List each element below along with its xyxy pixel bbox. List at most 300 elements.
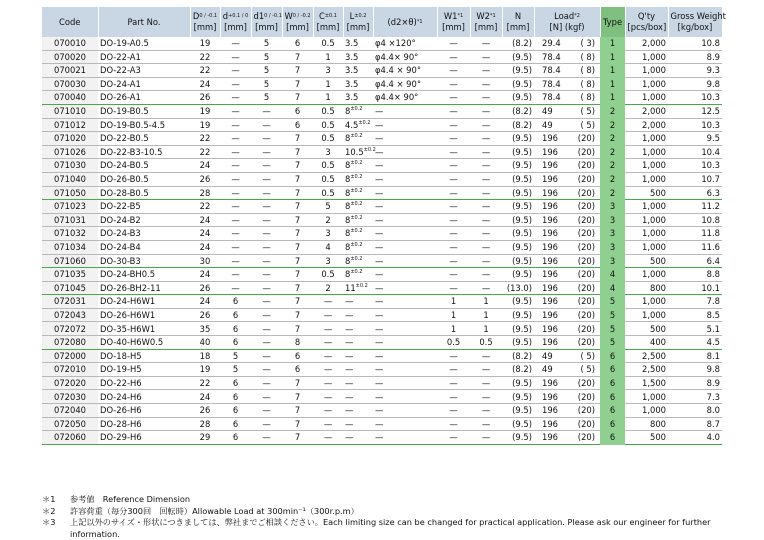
cell-d: 28	[190, 186, 220, 200]
table-row	[42, 227, 722, 241]
cell-part-no: DO-24-B2	[98, 213, 190, 227]
cell-d: 22	[190, 50, 220, 64]
cell-w2: —	[470, 77, 502, 91]
cell-c: —	[313, 336, 343, 350]
cell-d1: —	[251, 186, 282, 200]
footnote-item	[42, 517, 742, 540]
cell-qty: 2,000	[625, 104, 668, 118]
cell-c: 3	[313, 64, 343, 78]
cell-n: (9.5)	[502, 227, 534, 241]
cell-w1: —	[437, 37, 470, 50]
cell-l: —	[343, 349, 373, 363]
table-row	[42, 417, 722, 431]
cell-d: 28	[190, 417, 220, 431]
cell-d1: —	[251, 349, 282, 363]
cell-w2: —	[470, 104, 502, 118]
cell-c: —	[313, 295, 343, 309]
cell-code: 071040	[42, 172, 98, 186]
cell-d1: —	[251, 200, 282, 214]
cell-w2: —	[470, 118, 502, 132]
cell-w: 8	[282, 336, 313, 350]
cell-code: 072080	[42, 336, 98, 350]
cell-n: (9.5)	[502, 240, 534, 254]
cell-d: 24	[190, 295, 220, 309]
cell-angle: —	[373, 118, 437, 132]
cell-d: 24	[190, 390, 220, 404]
cell-load: 78.4 ( 8)	[534, 64, 600, 78]
cell-load: 196 (20)	[534, 376, 600, 390]
cell-weight: 9.3	[668, 64, 722, 78]
table-row	[42, 254, 722, 268]
cell-weight: 12.5	[668, 104, 722, 118]
header-code: Code	[42, 7, 98, 37]
cell-d-small: 6	[220, 417, 251, 431]
cell-d1: —	[251, 322, 282, 336]
cell-type: 2	[600, 145, 625, 159]
cell-weight: 6.4	[668, 254, 722, 268]
cell-w1: 1	[437, 295, 470, 309]
footnote-text: 許容荷重（毎分300回 回転時）Allowable Load at 300min⁻¹（300r.p.m）	[70, 505, 359, 516]
table-row	[42, 336, 722, 350]
cell-d: 22	[190, 132, 220, 146]
header-w2: W2$^{*1}$ [mm]	[470, 7, 502, 37]
cell-d: 30	[190, 254, 220, 268]
cell-qty: 1,000	[625, 77, 668, 91]
cell-d-small: —	[220, 64, 251, 78]
cell-w2: —	[470, 363, 502, 377]
cell-type: 3	[600, 240, 625, 254]
cell-n: (9.5)	[502, 172, 534, 186]
cell-w1: —	[437, 281, 470, 295]
cell-code: 071060	[42, 254, 98, 268]
cell-weight: 9.5	[668, 132, 722, 146]
table-row	[42, 404, 722, 418]
cell-qty: 1,000	[625, 404, 668, 418]
cell-d-small: —	[220, 200, 251, 214]
cell-code: 070030	[42, 77, 98, 91]
cell-type: 5	[600, 308, 625, 322]
cell-load: 78.4 ( 8)	[534, 91, 600, 105]
cell-type: 5	[600, 295, 625, 309]
cell-type: 6	[600, 363, 625, 377]
cell-w1: —	[437, 200, 470, 214]
cell-angle: φ4.4× 90°	[373, 91, 437, 105]
cell-w: 7	[282, 172, 313, 186]
cell-w1: —	[437, 213, 470, 227]
cell-part-no: DO-26-H6	[98, 404, 190, 418]
cell-qty: 1,000	[625, 227, 668, 241]
cell-c: 0.5	[313, 159, 343, 173]
cell-w2: —	[470, 349, 502, 363]
cell-d-small: —	[220, 91, 251, 105]
cell-c: —	[313, 404, 343, 418]
cell-d: 35	[190, 322, 220, 336]
cell-w2: —	[470, 91, 502, 105]
cell-n: (9.5)	[502, 77, 534, 91]
cell-w1: —	[437, 159, 470, 173]
table-row	[42, 322, 722, 336]
cell-d-small: —	[220, 104, 251, 118]
cell-angle: —	[373, 322, 437, 336]
cell-d-small: —	[220, 240, 251, 254]
cell-l: $8^{\pm 0.2}$	[343, 213, 373, 227]
cell-w: 6	[282, 363, 313, 377]
cell-w1: 1	[437, 322, 470, 336]
table-row	[42, 349, 722, 363]
cell-n: (9.5)	[502, 268, 534, 282]
cell-part-no: DO-35-H6W1	[98, 322, 190, 336]
table-row	[42, 50, 722, 64]
cell-angle: —	[373, 240, 437, 254]
cell-n: (9.5)	[502, 376, 534, 390]
cell-w: 7	[282, 308, 313, 322]
cell-qty: 1,000	[625, 240, 668, 254]
cell-qty: 1,000	[625, 91, 668, 105]
cell-d1: 5	[251, 50, 282, 64]
cell-part-no: DO-19-B0.5	[98, 104, 190, 118]
cell-code: 071050	[42, 186, 98, 200]
table-row	[42, 376, 722, 390]
cell-d-small: 6	[220, 322, 251, 336]
cell-w1: —	[437, 227, 470, 241]
cell-d: 40	[190, 336, 220, 350]
cell-w1: —	[437, 376, 470, 390]
cell-d1: —	[251, 308, 282, 322]
cell-d: 24	[190, 268, 220, 282]
cell-d1: 5	[251, 77, 282, 91]
cell-code: 072030	[42, 390, 98, 404]
cell-type: 1	[600, 50, 625, 64]
cell-part-no: DO-22-A3	[98, 64, 190, 78]
cell-d1: —	[251, 431, 282, 445]
cell-code: 072072	[42, 322, 98, 336]
cell-qty: 800	[625, 417, 668, 431]
cell-d-small: —	[220, 213, 251, 227]
cell-d: 26	[190, 404, 220, 418]
cell-w: 6	[282, 37, 313, 50]
cell-d1: —	[251, 132, 282, 146]
cell-w: 6	[282, 118, 313, 132]
cell-w2: —	[470, 390, 502, 404]
cell-l: —	[343, 363, 373, 377]
cell-d-small: 6	[220, 376, 251, 390]
cell-w: 7	[282, 77, 313, 91]
cell-type: 1	[600, 64, 625, 78]
table-row	[42, 240, 722, 254]
cell-type: 2	[600, 186, 625, 200]
cell-weight: 11.6	[668, 240, 722, 254]
cell-type: 6	[600, 376, 625, 390]
header-d-small: $d^{+0.1 / 0}$ [mm]	[220, 7, 251, 37]
cell-qty: 1,000	[625, 132, 668, 146]
cell-c: 0.5	[313, 118, 343, 132]
cell-l: $4.5^{\pm 0.2}$	[343, 118, 373, 132]
cell-weight: 8.9	[668, 376, 722, 390]
cell-angle: —	[373, 159, 437, 173]
table-row	[42, 295, 722, 309]
cell-w2: —	[470, 145, 502, 159]
cell-l: $8^{\pm 0.2}$	[343, 200, 373, 214]
cell-n: (8.2)	[502, 349, 534, 363]
cell-d-small: 5	[220, 349, 251, 363]
cell-load: 49 ( 5)	[534, 349, 600, 363]
cell-part-no: DO-22-H6	[98, 376, 190, 390]
cell-angle: —	[373, 308, 437, 322]
cell-l: —	[343, 322, 373, 336]
cell-d: 19	[190, 363, 220, 377]
footnote-item	[42, 506, 742, 518]
table-row	[42, 91, 722, 105]
cell-n: (9.5)	[502, 145, 534, 159]
cell-angle: —	[373, 227, 437, 241]
cell-c: 4	[313, 240, 343, 254]
header-type: Type	[600, 7, 625, 37]
cell-load: 196 (20)	[534, 336, 600, 350]
table-row	[42, 37, 722, 50]
cell-c: 0.5	[313, 104, 343, 118]
table-row	[42, 281, 722, 295]
header-w1: W1$^{*1}$ [mm]	[437, 7, 470, 37]
cell-angle: —	[373, 145, 437, 159]
cell-l: $8^{\pm 0.2}$	[343, 254, 373, 268]
cell-d: 19	[190, 37, 220, 50]
cell-d1: 5	[251, 91, 282, 105]
cell-code: 072050	[42, 417, 98, 431]
table-row	[42, 390, 722, 404]
cell-d-small: 6	[220, 390, 251, 404]
header-l: $L^{\pm 0.2}$ [mm]	[343, 7, 373, 37]
cell-n: (8.2)	[502, 118, 534, 132]
cell-code: 070021	[42, 64, 98, 78]
cell-w1: —	[437, 349, 470, 363]
cell-w: 7	[282, 431, 313, 445]
cell-d-small: —	[220, 172, 251, 186]
cell-code: 072010	[42, 363, 98, 377]
cell-n: (9.5)	[502, 213, 534, 227]
cell-w2: —	[470, 159, 502, 173]
cell-weight: 10.3	[668, 118, 722, 132]
cell-d: 26	[190, 308, 220, 322]
cell-w: 7	[282, 376, 313, 390]
cell-qty: 1,500	[625, 376, 668, 390]
cell-w2: 1	[470, 322, 502, 336]
cell-qty: 2,500	[625, 363, 668, 377]
cell-w2: —	[470, 404, 502, 418]
cell-code: 071026	[42, 145, 98, 159]
cell-part-no: DO-26-H6W1	[98, 308, 190, 322]
cell-angle: —	[373, 186, 437, 200]
cell-n: (9.5)	[502, 322, 534, 336]
cell-d1: —	[251, 159, 282, 173]
cell-n: (9.5)	[502, 417, 534, 431]
cell-part-no: DO-40-H6W0.5	[98, 336, 190, 350]
cell-part-no: DO-26-BH2-11	[98, 281, 190, 295]
cell-n: (13.0)	[502, 281, 534, 295]
cell-c: 3	[313, 227, 343, 241]
cell-l: $8^{\pm 0.2}$	[343, 172, 373, 186]
cell-qty: 2,000	[625, 118, 668, 132]
table-row	[42, 363, 722, 377]
cell-part-no: DO-26-A1	[98, 91, 190, 105]
cell-d: 29	[190, 431, 220, 445]
cell-d-small: 6	[220, 404, 251, 418]
cell-load: 196 (20)	[534, 404, 600, 418]
header-n: N [mm]	[502, 7, 534, 37]
cell-d: 24	[190, 227, 220, 241]
cell-n: (9.5)	[502, 336, 534, 350]
cell-d1: —	[251, 417, 282, 431]
cell-weight: 10.8	[668, 213, 722, 227]
cell-n: (8.2)	[502, 104, 534, 118]
cell-w1: —	[437, 240, 470, 254]
table-row	[42, 118, 722, 132]
table-row	[42, 77, 722, 91]
cell-weight: 7.3	[668, 390, 722, 404]
cell-w1: —	[437, 145, 470, 159]
cell-load: 78.4 ( 8)	[534, 77, 600, 91]
cell-angle: φ4 ×120°	[373, 37, 437, 50]
cell-load: 196 (20)	[534, 281, 600, 295]
cell-w2: 0.5	[470, 336, 502, 350]
cell-c: 0.5	[313, 268, 343, 282]
cell-w1: —	[437, 390, 470, 404]
cell-d: 26	[190, 172, 220, 186]
cell-d-small: —	[220, 254, 251, 268]
cell-load: 196 (20)	[534, 240, 600, 254]
footnote-mark: ＊3	[42, 517, 56, 527]
table-body	[42, 37, 722, 444]
cell-load: 196 (20)	[534, 200, 600, 214]
cell-c: —	[313, 363, 343, 377]
cell-angle: —	[373, 281, 437, 295]
cell-type: 5	[600, 336, 625, 350]
cell-n: (9.5)	[502, 91, 534, 105]
cell-load: 196 (20)	[534, 186, 600, 200]
cell-qty: 2,500	[625, 349, 668, 363]
header-qty: Q'ty [pcs/box]	[625, 7, 668, 37]
cell-weight: 10.3	[668, 91, 722, 105]
cell-code: 070040	[42, 91, 98, 105]
cell-w: 7	[282, 186, 313, 200]
cell-c: 1	[313, 50, 343, 64]
cell-load: 196 (20)	[534, 254, 600, 268]
cell-part-no: DO-19-H5	[98, 363, 190, 377]
table-row	[42, 200, 722, 214]
cell-c: 0.5	[313, 186, 343, 200]
cell-w2: —	[470, 417, 502, 431]
cell-w2: —	[470, 281, 502, 295]
cell-d1: —	[251, 363, 282, 377]
cell-qty: 1,000	[625, 172, 668, 186]
cell-angle: —	[373, 404, 437, 418]
cell-weight: 6.3	[668, 186, 722, 200]
cell-d: 22	[190, 145, 220, 159]
cell-code: 071023	[42, 200, 98, 214]
cell-d-small: 6	[220, 308, 251, 322]
cell-w2: —	[470, 431, 502, 445]
cell-w1: —	[437, 77, 470, 91]
cell-c: —	[313, 349, 343, 363]
cell-d1: —	[251, 390, 282, 404]
cell-w1: —	[437, 91, 470, 105]
cell-d-small: 6	[220, 295, 251, 309]
cell-qty: 400	[625, 336, 668, 350]
cell-d1: —	[251, 295, 282, 309]
cell-d1: —	[251, 404, 282, 418]
cell-angle: φ4.4× 90°	[373, 50, 437, 64]
cell-part-no: DO-24-H6W1	[98, 295, 190, 309]
cell-w2: —	[470, 64, 502, 78]
footnote-text: 参考値 Reference Dimension	[70, 494, 191, 504]
cell-load: 196 (20)	[534, 132, 600, 146]
header-angle: $(d2\times\theta)^{*1}$	[373, 7, 437, 37]
cell-l: $8^{\pm 0.2}$	[343, 159, 373, 173]
cell-type: 3	[600, 227, 625, 241]
table-row	[42, 172, 722, 186]
cell-d: 19	[190, 118, 220, 132]
cell-code: 071010	[42, 104, 98, 118]
cell-l: —	[343, 404, 373, 418]
cell-w2: —	[470, 254, 502, 268]
cell-d-small: —	[220, 159, 251, 173]
cell-w2: —	[470, 227, 502, 241]
cell-d1: —	[251, 281, 282, 295]
cell-d: 26	[190, 91, 220, 105]
cell-weight: 8.8	[668, 268, 722, 282]
cell-d-small: —	[220, 50, 251, 64]
cell-code: 070020	[42, 50, 98, 64]
cell-load: 196 (20)	[534, 431, 600, 445]
cell-qty: 1,000	[625, 50, 668, 64]
cell-code: 072040	[42, 404, 98, 418]
cell-qty: 1,000	[625, 295, 668, 309]
cell-l: 3.5	[343, 77, 373, 91]
cell-qty: 1,000	[625, 159, 668, 173]
cell-angle: —	[373, 417, 437, 431]
table-row	[42, 104, 722, 118]
cell-l: 3.5	[343, 64, 373, 78]
cell-c: 0.5	[313, 172, 343, 186]
cell-load: 196 (20)	[534, 417, 600, 431]
cell-n: (9.5)	[502, 159, 534, 173]
cell-l: 3.5	[343, 37, 373, 50]
cell-d: 24	[190, 159, 220, 173]
table-row	[42, 268, 722, 282]
cell-code: 071032	[42, 227, 98, 241]
cell-part-no: DO-24-B0.5	[98, 159, 190, 173]
cell-w1: —	[437, 363, 470, 377]
cell-w2: —	[470, 268, 502, 282]
cell-load: 196 (20)	[534, 390, 600, 404]
cell-c: 2	[313, 213, 343, 227]
cell-w: 7	[282, 200, 313, 214]
cell-type: 2	[600, 104, 625, 118]
cell-l: —	[343, 308, 373, 322]
cell-d1: —	[251, 104, 282, 118]
table-row	[42, 159, 722, 173]
cell-l: —	[343, 417, 373, 431]
cell-angle: —	[373, 390, 437, 404]
cell-n: (9.5)	[502, 404, 534, 418]
cell-d: 24	[190, 240, 220, 254]
cell-load: 29.4 ( 3)	[534, 37, 600, 50]
cell-n: (9.5)	[502, 200, 534, 214]
cell-w2: 1	[470, 308, 502, 322]
cell-code: 072060	[42, 431, 98, 445]
cell-l: $8^{\pm 0.2}$	[343, 268, 373, 282]
cell-weight: 11.2	[668, 200, 722, 214]
cell-part-no: DO-24-B4	[98, 240, 190, 254]
